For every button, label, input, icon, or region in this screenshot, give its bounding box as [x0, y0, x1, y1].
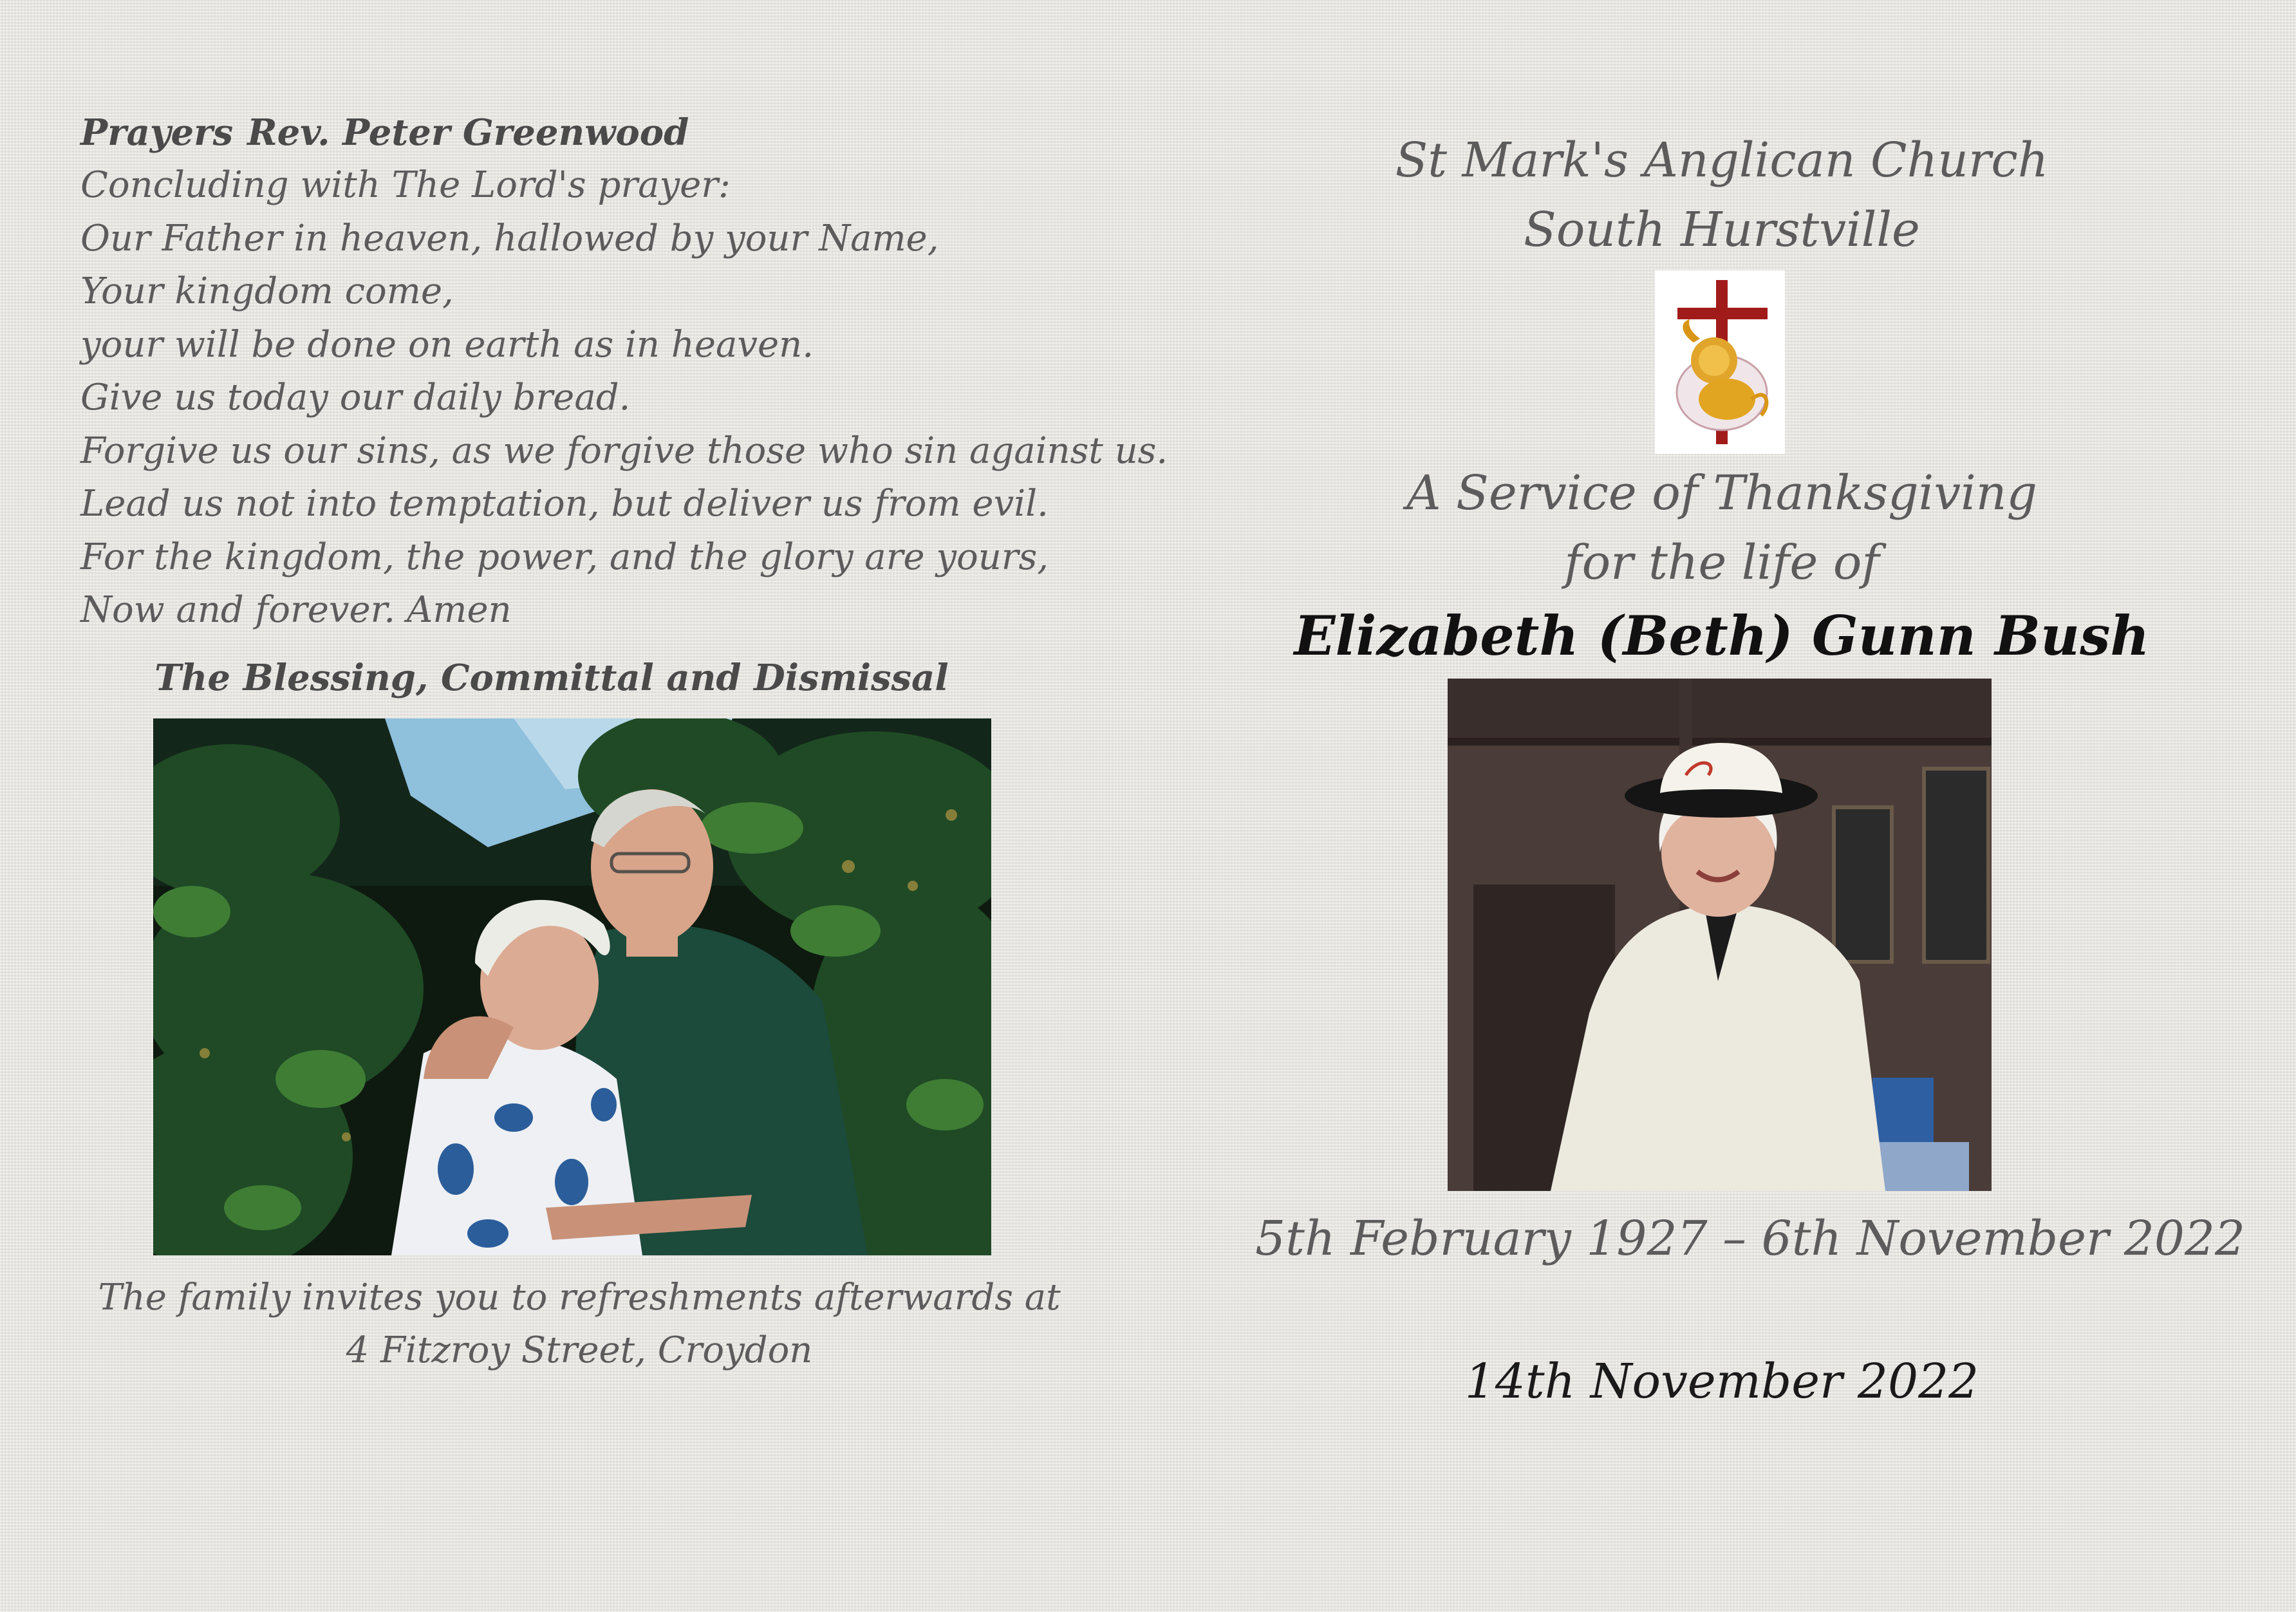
service-line: A Service of Thanksgiving	[1406, 465, 2037, 521]
prayer-line: Forgive us our sins, as we forgive those who sin against us.	[80, 429, 1168, 472]
refreshments-line: The family invites you to refreshments afterwards at	[98, 1277, 1061, 1318]
church-name: St Mark's Anglican Church	[1395, 133, 2049, 188]
portrait-photo	[1448, 679, 1992, 1191]
lifespan-dates: 5th February 1927 – 6th November 2022	[1255, 1211, 2246, 1266]
deceased-name: Elizabeth (Beth) Gunn Bush	[1294, 604, 2150, 668]
service-title	[1332, 458, 2111, 597]
service-date: 14th November 2022	[1464, 1354, 1979, 1409]
prayer-line: Our Father in heaven, hallowed by your Name,	[80, 217, 939, 259]
service-line: for the life of	[1564, 535, 1880, 590]
blessing-heading: The Blessing, Committal and Dismissal	[154, 657, 949, 699]
couple-photo	[153, 718, 991, 1255]
prayer-line: Concluding with The Lord's prayer:	[80, 164, 731, 206]
refreshments-notice	[64, 1271, 1094, 1377]
prayers-title: Prayers	[80, 111, 234, 154]
prayers-section	[80, 106, 1168, 637]
prayers-leader: Rev. Peter Greenwood	[247, 111, 689, 154]
church-heading	[1332, 126, 2111, 265]
prayers-heading	[80, 106, 1110, 159]
prayer-line: your will be done on earth as in heaven.	[80, 323, 814, 366]
prayer-line: Now and forever. Amen	[80, 589, 512, 631]
church-suburb: South Hurstville	[1524, 202, 1920, 258]
cross-lion-emblem-icon	[1655, 270, 1785, 454]
refreshments-address: 4 Fitzroy Street, Croydon	[346, 1329, 813, 1371]
prayer-line: For the kingdom, the power, and the glory are yours,	[80, 536, 1049, 578]
prayer-line: Your kingdom come,	[80, 270, 454, 312]
prayer-line: Lead us not into temptation, but deliver us from evil.	[80, 483, 1049, 525]
prayer-line: Give us today our daily bread.	[80, 377, 631, 418]
